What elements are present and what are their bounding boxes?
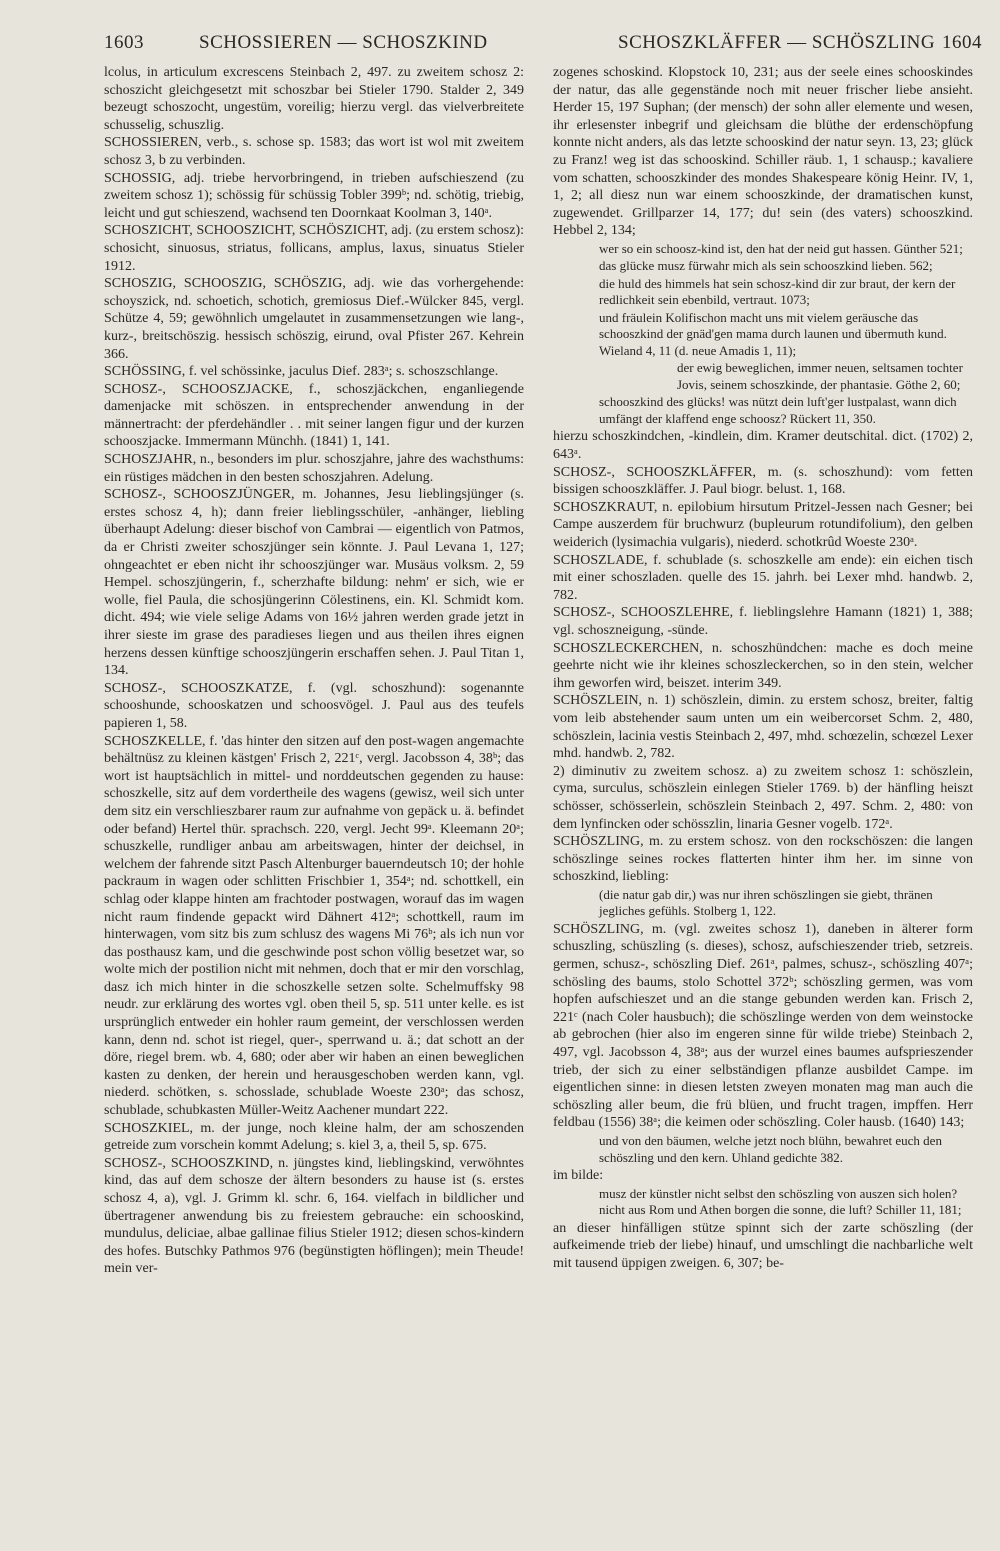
right-column [553,64,973,1272]
entry-schoszkind: SCHOSZ-, SCHOOSZKIND, n. jüngstes kind, lieblingskind, verwöhntes kind, das auf dem schosze der ältern besonders zu hause ist (s. erstes schosz 4, a), vgl. J. Grimm kl. schr. 6, 164. vielfach in bildlicher und übertragener anwendung bis zu freiestem gebrauche: ein schooskind, mundulus, deliciae, albae gallinae filius Stieler 1912; diesen schos-kindern des hofes. Butschky Pathmos 976 (begünstigten höflingen); mein Theude! mein ver- [104,1155,524,1277]
entry-schoszicht: SCHOSZICHT, SCHOOSZICHT, SCHÖSZICHT, adj. (zu erstem schosz): schosicht, sinuosus, striatus, follicans, amplus, laxus, sinuatus Stieler 1912. [104,223,524,274]
entry-schoszkraut: SCHOSZKRAUT, n. epilobium hirsutum Pritzel-Jessen nach Gesner; bei Campe auszerdem für bruchwurz (bupleurum rotundifolium), den gelben weiderich (lysimachia vulgaris), niederd. schotkrûd Woeste 230ᵃ. [553,499,973,550]
entry-schoeszlein-2: 2) diminutiv zu zweitem schosz. a) zu zweitem schosz 1: schöszlein, cyma, surculus, schöszlein einlegen Stieler 1769. b) der hänfling heiszt schösser, schösserlein, schöszlein Steinbach 2, 497. Schm. 2, 480: von dem lynfincken oder schösszlin, linaria Gesner vogelb. 172ᵃ. [553,763,973,832]
entry-schossig: SCHOSSIG, adj. triebe hervorbringend, in trieben aufschieszend (zu zweitem schosz 1); schössig für schüssig Tobler 399ᵇ; nd. schötig, triebig, leicht und gut schieszend, wachsend ten Doornkaat Koolman 3, 140ᵃ. [104,170,524,221]
right-running-head: SCHOSZKLÄFFER — SCHÖSZLING [618,32,936,53]
entry-schoszjuenger: SCHOSZ-, SCHOOSZJÜNGER, m. Johannes, Jesu lieblingsjünger (s. erstes schosz 4, h); dann freier lieblingsschüler, -anhänger, liebling überhaupt Adelung: dieser bischof von Cambrai — eigentlich von Patmos, da er Christi zweiter schoszjünger sein könnte. J. Paul Levana 1, 127; ohngeachtet er eben nicht ihr schooszjünger war. Musäus volksm. 2, 59 Hempel. schoszjüngerin, f., scherzhafte bildung: nehm' er sich, wie er wolle, fiel Paula, die schosjüngerinn Cölestinens, ein. Kl. Schmidt kom. dicht. 494; wie viele selige Adams von 16½ jahren werden grade jetzt in ihrer sieste im grase des paradieses liegen und aus theilen ihres eignen herzens dessen künftige schooszjüngerin erschaffen sehen. J. Paul Titan 1, 134. [104,487,524,679]
quotation: und von den bäumen, welche jetzt noch blühn, bewahret euch den schöszling und den kern. Uhland gedichte 382. [599,1133,942,1165]
left-page-number: 1603 [104,32,144,53]
entry-schoszkiel: SCHOSZKIEL, m. der junge, noch kleine halm, der am schoszenden getreide zum vorschein kommt Adelung; s. kiel 3, a, theil 5, sp. 675. [104,1120,524,1154]
quotation: schooszkind des glücks! was nützt dein luft'ger lustpalast, wann dich umfängt der klaffend enge schoosz? Rückert 11, 350. [599,394,957,426]
entry-schoeszling-2: SCHÖSZLING, m. (vgl. zweites schosz 1), daneben in älterer form schuszling, schüszling (s. dieses), schosz, aufschieszender trieb, setzreis. germen, schusz-, schöszling Dief. 261ᵃ, palmes, schusz-, schöszling 407ᵃ; schösling des baums, stolo Schottel 372ᵇ; schöszling germen, was vom hopfen aufschieszet und an die stange gebunden werden kan. Frisch 2, 221ᶜ (nach Coler hausbuch); die schöszlinge werden von dem weinstocke ab gebrochen (hier also im engeren sinne für wilde triebe) Steinbach 2, 497, vgl. Jacobsson 4, 38ᵃ; aus der wurzel eines baumes aufsprieszender trieb, der sich zu einer selbständigen pflanze ausbildet Campe. im eigentlichen sinne: in diesen letsten zweyen monaten mag man auch die schöszling aller beum, die frü blüen, und frucht tragen, impffen. Herr feldbau (1556) 38ᵃ; die keimen oder schöszling. Coler hausb. (1640) 143; [553,921,973,1131]
quotation: (die natur gab dir,) was nur ihren schöszlingen sie giebt, thränen jegliches gefühls. Stolberg 1, 122. [599,886,933,919]
entry-schoeszlein: SCHÖSZLEIN, n. 1) schöszlein, dimin. zu erstem schosz, breiter, faltig vom leib abstehender saum unten um ein weibercorset Schm. 2, 480, schöszlein, lacinia vestis Steinbach 2, 497, mhd. schœzelin, schœzel Lexer mhd. handwb. 2, 782. [553,693,973,762]
entry-paragraph: lcolus, in articulum excrescens Steinbach 2, 497. zu zweitem schosz 2: schoszicht gleichgesetzt mit schoszbar bei Stieler 1790. Stalder 2, 349 bezeugt schoszocht, ungestüm, voreilig; hierzu vergl. das vielverbreitete schusselig, schuszlig. [104,65,524,133]
entry-schoszjahr: SCHOSZJAHR, n., besonders im plur. schoszjahre, jahre des wachsthums: ein rüstiges mädchen in den besten schoszjahren. Adelung. [104,452,524,485]
entry-schoszkatze: SCHOSZ-, SCHOOSZKATZE, f. (vgl. schoszhund): sogenannte schooshunde, schooskatzen und schoosvögel. J. Paul aus des teufels papieren 1, 58. [104,680,524,731]
entry-schoszkindchen: hierzu schoszkindchen, -kindlein, dim. Kramer deutschital. dict. (1702) 2, 643ᵃ. [553,429,973,463]
right-page-number: 1604 [942,32,982,53]
quotation: musz der künstler nicht selbst den schöszling von auszen sich holen? nicht aus Rom und Athen borgen die sonne, die luft? Schiller 11, 181; [599,1185,962,1218]
quotation: und fräulein Kolifischon macht uns mit vielem geräusche das schooszkind der gnäd'gen mama durch launen und übermuth kund. Wieland 4, 11 (d. neue Amadis 1, 11); [599,309,947,358]
entry-schoszlade: SCHOSZLADE, f. schublade (s. schoszkelle am ende): ein eichen tisch mit einer schoszladen. quelle des 15. jahrh. bei Lexer mhd. handwb. 2, 782. [553,552,973,603]
entry-schoszklaeffer: SCHOSZ-, SCHOOSZKLÄFFER, m. (s. schoszhund): vom fetten bissigen schooszkläffer. J. Paul biogr. belust. 1, 168. [553,464,973,498]
quotation: wer so ein schoosz-kind ist, den hat der neid gut hassen. Günther 521; [599,240,963,256]
entry-schoeszling-1: SCHÖSZLING, m. zu erstem schosz. von den rockschöszen: die langen schöszlinge seines rockes flatterten hinter ihm her. im sinne von schoszkind, liebling: [553,834,973,885]
entry-schossieren: SCHOSSIEREN, verb., s. schose sp. 1583; das wort ist wol mit zweitem schosz 3, b zu verbinden. [104,135,524,168]
entry-schoszjacke: SCHOSZ-, SCHOOSZJACKE, f., schoszjäckchen, enganliegende damenjacke mit schöszen. in entsprechender anwendung in der männertracht: der pferdehändler . . mit seiner langen figur und der kurzen schooszjacke. Immermann Münchh. (1841) 1, 141. [104,381,524,450]
quotation: das glücke musz fürwahr mich als sein schooszkind lieben. 562; [599,258,933,274]
quotation: der ewig beweglichen, immer neuen, seltsamen tochter Jovis, seinem schoszkinde, der phantasie. Göthe 2, 60; [677,360,963,392]
entry-continuation: zogenes schoskind. Klopstock 10, 231; aus der seele eines schooskindes der natur, das alle gegenstände noch mit neuer frischer liebe ansieht. Herder 15, 197 Suphan; (der mensch) der sohn aller elemente und wesen, ihr erlesenster inbegrif und gleichsam die blüthe der erdenschöpfung konnte nicht anders, als das letzte schooskind der natur seyn. 13, 23; glück zu Franz! weg ist das schooskind. Schiller räub. 1, 1 schausp.; kavaliere vom schatten, schooszkinder des mondes Shakespeare könig Heinr. IV, 1, 1, 2; all diesz nun war einem schooszkinde, der dramatischen kunst, zugewendet. Grillparzer 14, 177; du! sein (des vaters) schooszkind. Hebbel 2, 134; [553,65,973,239]
entry-schoszkelle: SCHOSZKELLE, f. 'das hinter den sitzen auf den post-wagen angemachte behältnüsz zu kleinen kästgen' Frisch 2, 221ᶜ, vergl. Jacobsson 4, 38ᵇ; das wort ist hauptsächlich in mittel- und norddeutschen gegenden zu hause: schoszkelle, sitz auf dem vordertheile des wagens (gewisz, weil sich unter dem sitz ein verschlieszbarer raum zur aufnahme von gepäck u. ä. befindet oder befand) Hertel thür. sprachsch. 220, vergl. Jecht 99ᵃ. Kleemann 20ᵃ; schuszkelle, rundliger anbau am arbeitswagen, hinter der deichsel, in welchem der fahrende sitzt Pasch Altenburger bauerndeutsch 10; der hohle packraum in wagen oder schlitten Frischbier 1, 354ᵃ; nd. schottkell, ein schlag oder klappe hinten am frachtoder postwagen, worauf das im wagen nicht raum findende gepackt wird Dähnert 412ᵃ; schottkell, raum im hinterwagen, vom sitz bis zum schlusz des wagens Mi 76ᵇ; als ich nun vor das posthausz kam, und die geschwinde post schon völlig besetzet war, so wolte mich der postilion nicht mit nehmen, doch that er mir den vorschlag, dasz ich mich hinter in die schoszkelle setzen solte. Schelmuffsky 98 neudr. zur erklärung des wortes vgl. oben theil 5, sp. 511 unter kelle. es ist ursprünglich entweder ein hohler raum gemeint, der verschlossen werden kann, denn nd. schot ist riegel, quer-, sperrwand u. ä.; dat schott an der döre, riegel brem. wb. 4, 680; oder aber wir haben an einen beweglichen kasten zu denken, der herein und herausgeschoben werden kann, vgl. niederd. schötken, s. schosslade, schublade Woeste 230ᵃ; das schosz, schublade, schubkasten Müller-Weitz Aachener mundart 222. [104,733,524,1119]
left-running-head: SCHOSSIEREN — SCHOSZKIND [199,32,488,53]
page-header [0,30,1000,62]
entry-im-bilde: im bilde: [553,1168,604,1183]
entry-schoszleckerchen: SCHOSZLECKERCHEN, n. schoszhündchen: mache es doch meine geehrte nicht wie ihr kleines schoszleckerchen, so in den stein, welcher ihm geworfen wird, beiszet. interim 349. [553,640,973,691]
entry-schoszlehre: SCHOSZ-, SCHOOSZLEHRE, f. lieblingslehre Hamann (1821) 1, 388; vgl. schoszneigung, -sünde. [553,605,973,638]
entry-schoszig: SCHOSZIG, SCHOOSZIG, SCHÖSZIG, adj. wie das vorhergehende: schoyszick, nd. schoetich, schotich, gremiosus Dief.-Wülcker 845, vergl. Schütze 4, 59; gewöhnlich umgelautet in zusammensetzungen wie lang-, kurz-, breitschöszig. hessisch schöszig, eirund, oval Pfister 267. Kehrein 366. [104,276,524,362]
left-column [104,64,524,1278]
entry-closing: an dieser hinfälligen stütze spinnt sich der zarte schöszling (der aufkeimende trieb der liebe) hinauf, und umschlingt die nachbarliche welt mit tausend üppigen zweigen. 6, 307; be- [553,1220,973,1271]
quotation: die huld des himmels hat sein schosz-kind dir zur braut, der kern der redlichkeit sein ebenbild, vertraut. 1073; [599,275,956,308]
entry-schossing: SCHÖSSING, f. vel schössinke, jaculus Dief. 283ᵃ; s. schoszschlange. [104,364,499,380]
